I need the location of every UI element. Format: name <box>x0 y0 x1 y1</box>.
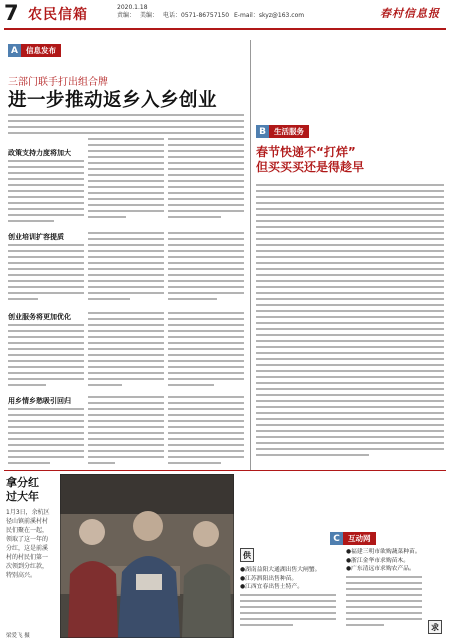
article-text-col2 <box>88 114 164 224</box>
section-c-label: 互动网 <box>343 532 376 545</box>
article-text-b3 <box>168 232 244 304</box>
supply-text <box>240 594 336 634</box>
section-title: 农民信箱 <box>28 7 88 23</box>
article-text-d1 <box>8 408 84 466</box>
section-b-letter: B <box>256 125 269 138</box>
page-header <box>0 0 450 30</box>
supply-badge-wrap <box>240 548 254 562</box>
supply-list <box>240 566 336 592</box>
article-text-col1 <box>8 160 84 224</box>
article-text-c3 <box>168 312 244 388</box>
phone: 电话：0571-86757150 <box>163 12 230 19</box>
subhead-training: 创业培训扩容提质 <box>8 233 64 241</box>
column-author: 梁爱飞 摄 <box>6 633 30 639</box>
column-excerpt: 1月3日，余杭区径山镇前溪村村民们聚在一起，领取了这一年的分红，这是前溪村的村民们第一次领到分红款，特别高兴。 <box>6 509 50 579</box>
supply-item: ●湖南益阳大通湖出售大闸蟹。 <box>240 567 321 573</box>
subhead-policy: 政策支持力度将加大 <box>8 149 71 157</box>
side-article-body <box>256 184 444 466</box>
side-headline-line2: 但买买买还是得趁早 <box>256 160 365 174</box>
demand-badge: 求 <box>428 620 442 634</box>
email: E-mail：skyz@163.com <box>234 12 305 19</box>
article-text-b1 <box>8 244 84 304</box>
column-divider <box>250 40 251 470</box>
article-text-b2 <box>88 232 164 304</box>
section-b-label: 生活服务 <box>269 125 309 138</box>
column-headline-line2: 过大年 <box>6 490 39 503</box>
demand-item: ●浙江金华市求购苗木。 <box>346 557 410 564</box>
article-text-c1 <box>8 324 84 388</box>
section-c-letter: C <box>330 532 343 545</box>
cash-bundle <box>136 574 162 590</box>
article-text-d3 <box>168 396 244 466</box>
section-c-tag <box>330 532 376 545</box>
demand-item: ●福建三明市欲购蔬菜种苗。 <box>346 549 421 555</box>
demand-text <box>346 576 422 634</box>
editor-label: 责编： <box>117 12 136 19</box>
demand-badge-wrap <box>428 620 442 634</box>
column-headline-line1: 拿分红 <box>6 476 39 489</box>
article-headline: 进一步推动返乡入乡创业 <box>8 90 218 111</box>
mid-rule <box>4 470 446 471</box>
dividend-photo <box>60 474 234 638</box>
section-a-letter: A <box>8 44 21 57</box>
subhead-nostalgia: 用乡情乡愁吸引回归 <box>8 397 71 405</box>
issue-date: 2020.1.18 <box>117 4 148 11</box>
article-kicker: 三部门联手打出组合牌 <box>8 77 108 88</box>
header-rule <box>4 28 446 30</box>
side-headline-line1: 春节快递不“打烊” <box>256 145 356 159</box>
column-headline <box>6 476 39 504</box>
side-article-headline <box>256 145 364 175</box>
demand-item: ●广东清远市求购农产品。 <box>346 566 415 572</box>
section-a-tag <box>8 44 61 57</box>
article-text-col3 <box>168 114 244 224</box>
article-text-d2 <box>88 396 164 466</box>
designer-label: 美编： <box>140 12 159 19</box>
section-b-tag <box>256 125 309 138</box>
newspaper-logo: 春村信息报 <box>380 7 440 20</box>
article-text-c2 <box>88 312 164 388</box>
section-a-label: 信息发布 <box>21 44 61 57</box>
supply-item: ●江西宜春出售土特产。 <box>240 584 304 590</box>
subhead-service: 创业服务将更加优化 <box>8 313 71 321</box>
demand-list <box>346 548 446 574</box>
page-number: 7 <box>4 1 19 25</box>
supply-badge: 供 <box>240 548 254 562</box>
header-meta <box>117 4 304 20</box>
supply-item: ●江苏泗阳出售种苗。 <box>240 575 298 582</box>
